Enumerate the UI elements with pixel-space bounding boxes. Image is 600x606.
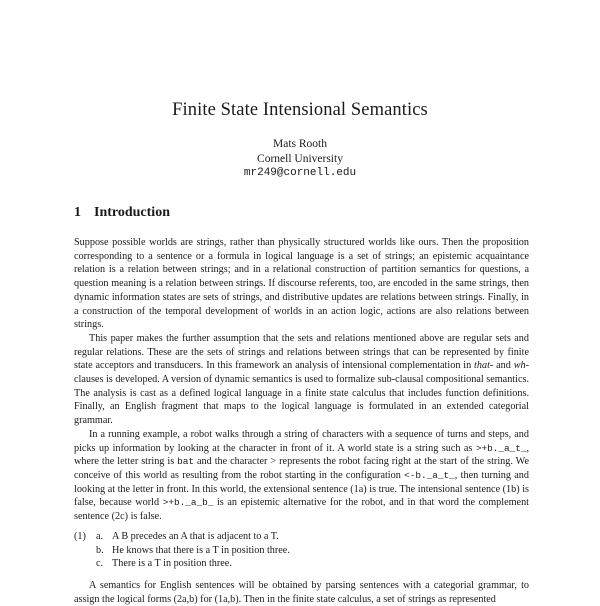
example-label: a. [96, 531, 104, 542]
paragraph-2: This paper makes the further assumption that the sets and relations mentioned above are regular sets and regular relations. These are the sets of strings and relations between strings that can be represented by finite state acceptors and transducers. In this framework an analysis of intensional complementation in that- and wh- clauses is developed. A version of dynamic semantics is used to formalize sub-clausal compositional semantics. The analysis is cast as a defined logical language in a finite state calculus that includes function definitions. Finally, an English fragment that maps to the logical language is formulated in an extended categorial grammar. [74, 332, 529, 427]
example-number: (1) [74, 531, 86, 542]
world-string-code: >+b._a_t_ [475, 442, 527, 454]
paper-title: Finite State Intensional Semantics [172, 100, 428, 120]
paragraph-3: In a running example, a robot walks through a string of characters with a sequence of turns and steps, and picks up information by looking at the character in front of it. A world state is a string such as >+b._a_t_, where the letter string is bat and the character > represents the robot facing right at the start of the string. We conceive of this world as resulting from the robot starting in the configuration <-b._a_t_, then turning and looking at the letter in front. In this world, the extensional sentence (1a) is true. The intensional sentence (1b) is false, because world >+b._a_b_ is an epistemic alternative for the robot, and in that word the complement sentence (2c) is false. [74, 428, 529, 523]
body-text [74, 236, 529, 524]
example-text: There is a T in position three. [112, 558, 232, 570]
letter-string-code: bat [177, 456, 195, 468]
paragraph-4: A semantics for English sentences will be obtained by parsing sentences with a categorial grammar, to assign the logical forms (2a,b) for (1a,b). Then in the finite state calculus, a set of strings as represented [74, 580, 529, 605]
example-item [74, 557, 529, 571]
paragraph-1: Suppose possible worlds are strings, rather than physically structured worlds like ours. Then the proposition corresponding to a sentence or a formula in logical language is a set of strings; an epistemic acquaintance relation is a relation between strings; and in a relational construction of partition semantics for questions, a question meaning is a relation between strings. If discourse referents, too, are encoded in the same strings, then dynamic information states are sets of strings, and distributive updates are relations between strings. Finally, in a construction of the temporal development of worlds in an action logic, actions are also relations between strings. [74, 237, 529, 331]
example-label: c. [96, 558, 104, 570]
example-text: He knows that there is a T in position three. [112, 544, 290, 556]
example-list [74, 530, 529, 571]
example-item [74, 544, 529, 558]
section-heading [74, 205, 170, 221]
author-block [0, 137, 600, 181]
alternative-world-code: >+b._a_b_ [162, 497, 214, 509]
example-text: A B precedes an A that is adjacent to a T. [112, 531, 279, 542]
example-item [74, 530, 529, 544]
start-config-code: <-b._a_t_ [404, 469, 455, 481]
section-title: Introduction [94, 205, 170, 220]
example-label: b. [96, 544, 104, 556]
section-number: 1 [74, 205, 81, 220]
author-email: mr249@cornell.edu [243, 167, 357, 179]
author-affiliation: Cornell University [257, 152, 343, 165]
author-name: Mats Rooth [273, 138, 327, 150]
